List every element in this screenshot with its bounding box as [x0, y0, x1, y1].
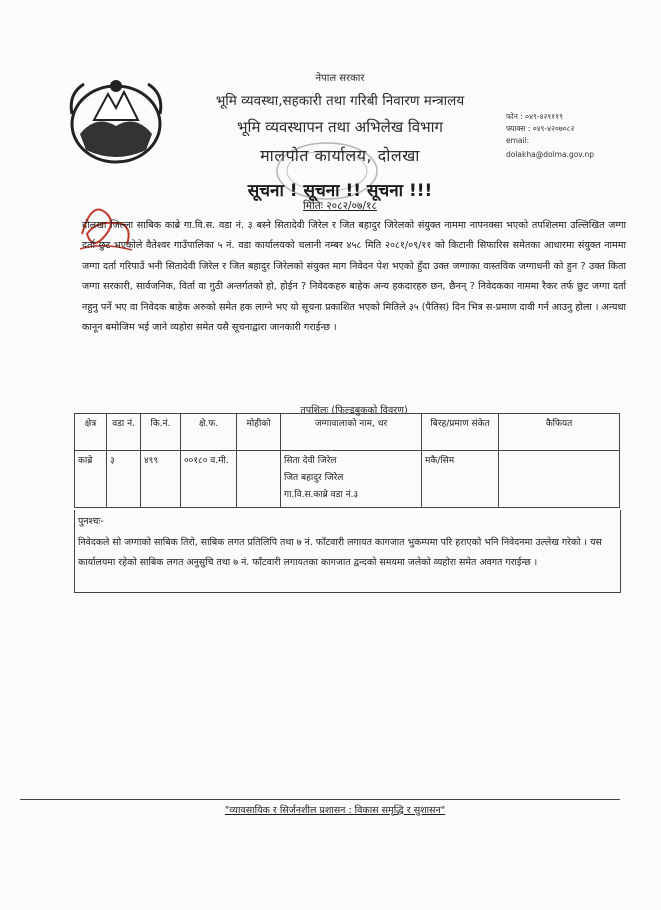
email-address: dolakha@dolma.gov.np: [506, 150, 595, 159]
notice-date: मितिः २०८२/०७/१८: [303, 200, 377, 212]
ministry-name: भूमि व्यवस्था,सहकारी तथा गरिबी निवारण मन्त्रालय: [215, 93, 465, 109]
cell-evidence: मकै/सिम: [422, 451, 499, 508]
details-table: [74, 413, 620, 508]
cell-kitta: ४९९: [141, 451, 181, 508]
col-area: क्षेत्र: [75, 414, 107, 451]
cell-ward: ३: [107, 451, 141, 508]
cell-tenant: [237, 451, 281, 508]
cell-size: ००१८० व.मी.: [181, 451, 237, 508]
phone-number: फोन : ०४९-४२१११९: [506, 112, 563, 121]
col-ward: वडा नं.: [107, 414, 141, 451]
table-caption: तपशिलः (फिल्डबुकको विवरण): [300, 405, 408, 416]
cell-owner: [281, 451, 422, 508]
postscript-box: [74, 510, 621, 593]
postscript-text: निवेदकले सो जग्गाको साबिक तिरो, साबिक लगत प्रतिलिपि तथा ७ नं. फाँटवारी लगायत कागजात भुकम्पमा परि हराएको भनि निवेदनमा उल्लेख गरेको । यस कार्यालयमा रहेको साबिक लगत अनुसुचि तथा ७ नं. फाँटवारी लगायतका कागजात द्वन्दको समयमा जलेको व्यहोरा समेत अवगत गराईन्छ ।: [78, 536, 602, 568]
owner-address: गा.वि.स.काब्रे वडा नं.३: [284, 490, 359, 500]
col-remarks: कैफियत: [499, 414, 620, 451]
office-name: मालपोत कार्यालय, दोलखा: [260, 146, 420, 165]
col-size: क्षे.फ.: [181, 414, 237, 451]
notice-body: दोलखा जिल्ला साबिक काब्रे गा.वि.स. वडा नं. ३ बस्ने सितादेवी जिरेल र जित बहादुर जिरेलको संयुक्त नाममा नापनक्सा भएको तपशिलमा उल्लिखित जग्गा दर्ता छुट भएकोले वैतेश्वर गाउँपालिका ५ नं. वडा कार्यालयको चलानी नम्बर ४५८ मिति २०८१/०९/११ को किटानी सिफारिस समेतका आधारमा संयुक्त नाममा जग्गा दर्ता गरिपाउँ भनी सितादेवी जिरेल र जित बहादुर जिरेलको संयुक्त माग निवेदन पेश भएको हुँदा उक्त जग्गाका वास्तविक जग्गाधनी को हुन ? उक्त किता जग्गा सरकारी, सार्वजनिक, विर्ता वा गुठी अन्तर्गतको हो, होईन ? निवेदकहरु बाहेक अन्य हकदारहरु छन, छैनन् ? निवेदकका नाममा रैकर तर्फ छुट जग्गा दर्ता नहुनु पर्ने भए वा निवेदक बाहेक अरुको समेत हक लाग्ने भए यो सूचना प्रकाशित भएको मितिले ३५ (पैतिस) दिन भित्र स-प्रमाण दावी गर्न आउनु होला । अन्यथा कानून बमोजिम भई जाने व्यहोरा समेत यसै सूचनाद्वारा जानकारी गराईन्छ ।: [82, 220, 626, 334]
col-evidence: बिरह/प्रमाण संकेत: [422, 414, 499, 451]
col-tenant: मोहीको: [237, 414, 281, 451]
fax-number: फ्याक्स : ०४९-४२०७०८२: [506, 124, 575, 133]
government-label: नेपाल सरकार: [315, 73, 365, 84]
table-row: [75, 451, 620, 508]
owner-name-1: सिता देवी जिरेल: [284, 456, 337, 466]
postscript-label: पुनश्चः-: [78, 516, 104, 527]
email-label: email:: [506, 136, 530, 145]
notice-title: सूचना ! सूचना !! सूचना !!!: [247, 181, 433, 201]
cell-area: काब्रे: [75, 451, 107, 508]
footer-divider: [20, 799, 620, 800]
owner-name-2: जित बहादुर जिरेल: [284, 473, 344, 483]
department-name: भूमि व्यवस्थापन तथा अभिलेख विभाग: [237, 118, 443, 136]
col-kitta: कि.नं.: [141, 414, 181, 451]
table-header-row: [75, 414, 620, 451]
col-owner: जग्गावालाको नाम, थर: [281, 414, 422, 451]
cell-remarks: [499, 451, 620, 508]
footer-slogan: "व्यावसायिक र सिर्जनशील प्रशासन : विकास समृद्धि र सुशासन": [224, 805, 446, 816]
